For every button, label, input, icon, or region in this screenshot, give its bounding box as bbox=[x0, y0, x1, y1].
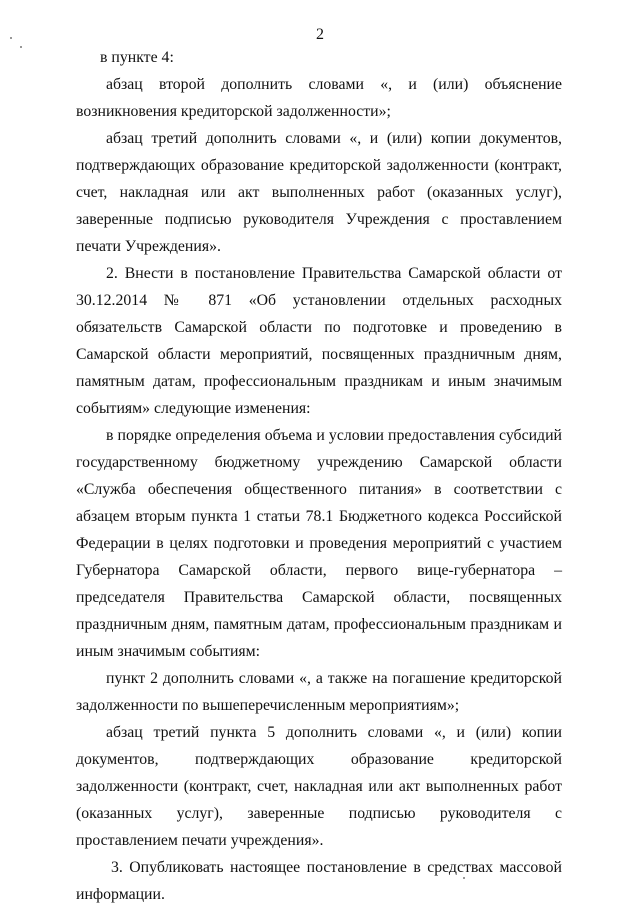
page-number: 2 bbox=[316, 26, 324, 43]
paragraph-subsidy-order: в порядке определения объема и условии предоставления субсидий государственному бюджетному учреждению Самарской области «Служба обеспечения общественного питания» в соответствии с абзацем вторым пункта 1 статьи 78.1 Бюджетного кодекса Российской Федерации в целях подготовки и проведения мероприятий с участием Губернатора Самарской области, первого вице-губернатора – председателя Правительства Самарской области, посвященных праздничным дням, памятным датам, профессиональным праздникам и иным значимым событиям: bbox=[76, 427, 562, 660]
paragraph-item-4-heading: в пункте 4: bbox=[100, 49, 174, 66]
paragraph-item-5: абзац третий пункта 5 дополнить словами «, и (или) копии документов, подтверждающих образование кредиторской задолженности (контракт, счет, накладная или акт выполненных работ (оказанных услуг), заверенные подписью руководителя с проставлением печати учреждения». bbox=[76, 724, 562, 849]
paragraph-item-2: пункт 2 дополнить словами «, а также на погашение кредиторской задолженности по вышеперечисленным мероприятиям»; bbox=[76, 670, 562, 714]
paragraph-amend-resolution: 2. Внести в постановление Правительства Самарской области от 30.12.2014 № 871 «Об установлении отдельных расходных обязательств Самарской области по подготовке и проведению в Самарской области мероприятий, посвященных праздничным дням, памятным датам, профессиональным праздникам и иным значимым событиям» следующие изменения: bbox=[76, 265, 562, 417]
paragraph-publish: 3. Опубликовать настоящее постановление в средствах массовой информации. bbox=[76, 859, 562, 903]
paragraph-abzac-second: абзац второй дополнить словами «, и (или) объяснение возникновения кредиторской задолженности»; bbox=[76, 76, 562, 120]
paragraph-abzac-third: абзац третий дополнить словами «, и (или) копии документов, подтверждающих образование кредиторской задолженности (контракт, счет, накладная или акт выполненных работ (оказанных услуг), заверенные подписью руководителя Учреждения с проставлением печати Учреждения». bbox=[76, 130, 562, 255]
document-body bbox=[76, 44, 562, 908]
scan-speck bbox=[20, 46, 22, 48]
